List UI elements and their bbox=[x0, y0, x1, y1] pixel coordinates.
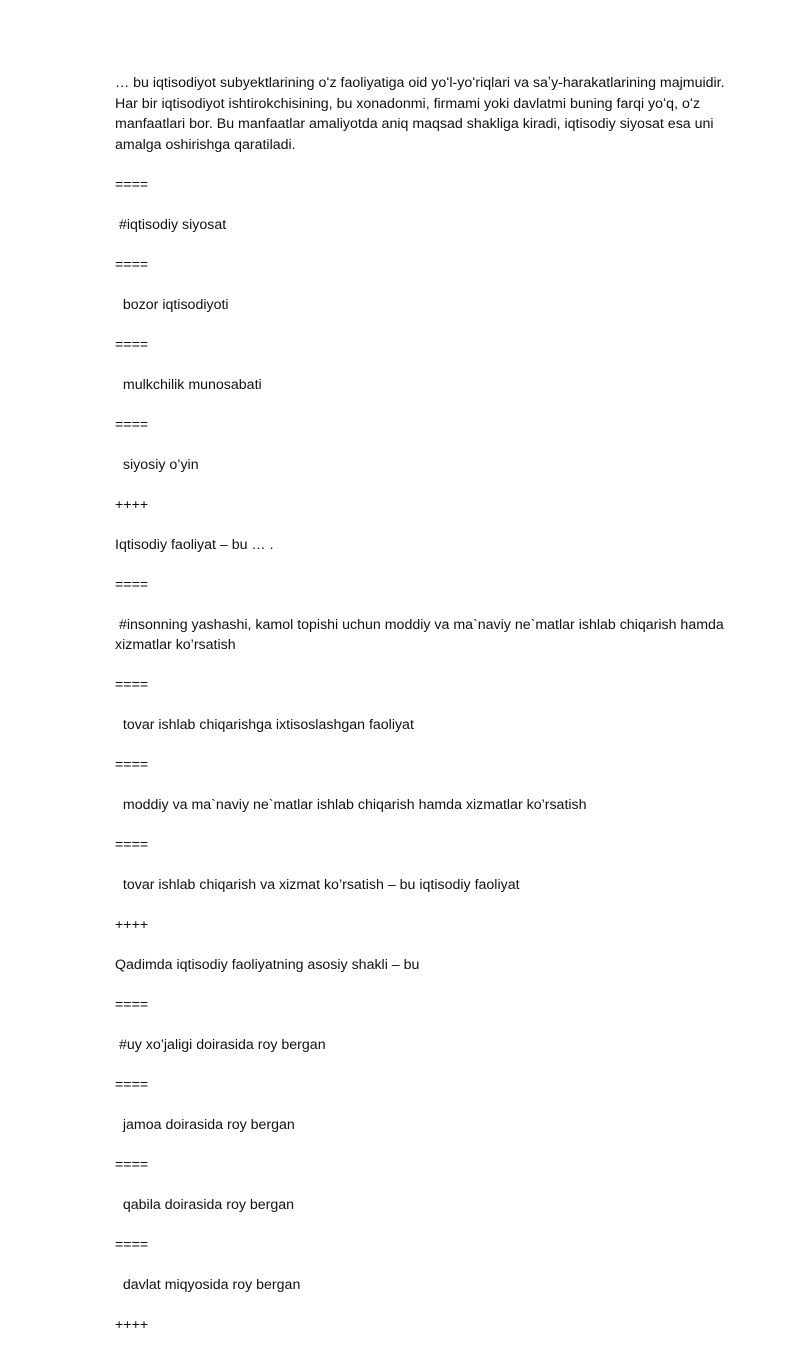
question-separator: ++++ bbox=[115, 1317, 149, 1333]
separator-line: ==== bbox=[115, 1157, 149, 1173]
answer-option: tovar ishlab chiqarish va xizmat ko’rsatish – bu iqtisodiy faoliyat bbox=[115, 877, 520, 893]
answer-option-correct: #iqtisodiy siyosat bbox=[115, 216, 227, 233]
separator-line: ==== bbox=[115, 997, 149, 1013]
answer-option: mulkchilik munosabati bbox=[115, 376, 262, 393]
answer-option: siyosiy o’yin bbox=[115, 456, 199, 473]
separator-line: ==== bbox=[115, 677, 149, 693]
answer-option: qabila doirasida roy bergan bbox=[115, 1197, 295, 1213]
separator-line: ==== bbox=[115, 416, 149, 433]
question-separator: ++++ bbox=[115, 496, 149, 513]
question-separator: ++++ bbox=[115, 917, 149, 933]
separator-line: ==== bbox=[115, 336, 149, 353]
document-page bbox=[115, 73, 735, 1355]
separator-line: ==== bbox=[115, 256, 149, 273]
separator-line: ==== bbox=[115, 1077, 149, 1093]
answer-option: jamoa doirasida roy bergan bbox=[115, 1117, 295, 1133]
intro-paragraph: … bu iqtisodiyot subyektlarining oʻz faoliyatiga oid yoʻl-yoʻriqlari va saʼy-harakatlarining majmuidir. Har bir iqtisodiyot ishtirokchisining, bu xonadonmi, firmami yoki davlatmi buning farqi yoʻq, oʻz manfaatlari bor. Bu manfaatlar amaliyotda aniq maqsad shakliga kiradi, iqtisodiy siyosat esa uni amalga oshirishga qaratiladi. bbox=[115, 75, 729, 153]
separator-line: ==== bbox=[115, 176, 149, 193]
question-text: Qadimda iqtisodiy faoliyatning asosiy shakli – bu bbox=[115, 957, 420, 973]
answer-option-correct: #insonning yashashi, kamol topishi uchun moddiy va ma`naviy ne`matlar ishlab chiqarish hamda xizmatlar ko’rsatish bbox=[115, 616, 728, 653]
separator-line: ==== bbox=[115, 576, 149, 593]
separator-line: ==== bbox=[115, 757, 149, 773]
answer-option: davlat miqyosida roy bergan bbox=[115, 1277, 301, 1293]
separator-line: ==== bbox=[115, 1237, 149, 1253]
answer-option-correct: #uy xo’jaligi doirasida roy bergan bbox=[115, 1037, 326, 1053]
question-text: Iqtisodiy faoliyat – bu … . bbox=[115, 536, 274, 553]
separator-line: ==== bbox=[115, 837, 149, 853]
answer-option: bozor iqtisodiyoti bbox=[115, 296, 229, 313]
answer-option: moddiy va ma`naviy ne`matlar ishlab chiqarish hamda xizmatlar ko’rsatish bbox=[115, 797, 587, 813]
answer-option: tovar ishlab chiqarishga ixtisoslashgan faoliyat bbox=[115, 717, 414, 733]
